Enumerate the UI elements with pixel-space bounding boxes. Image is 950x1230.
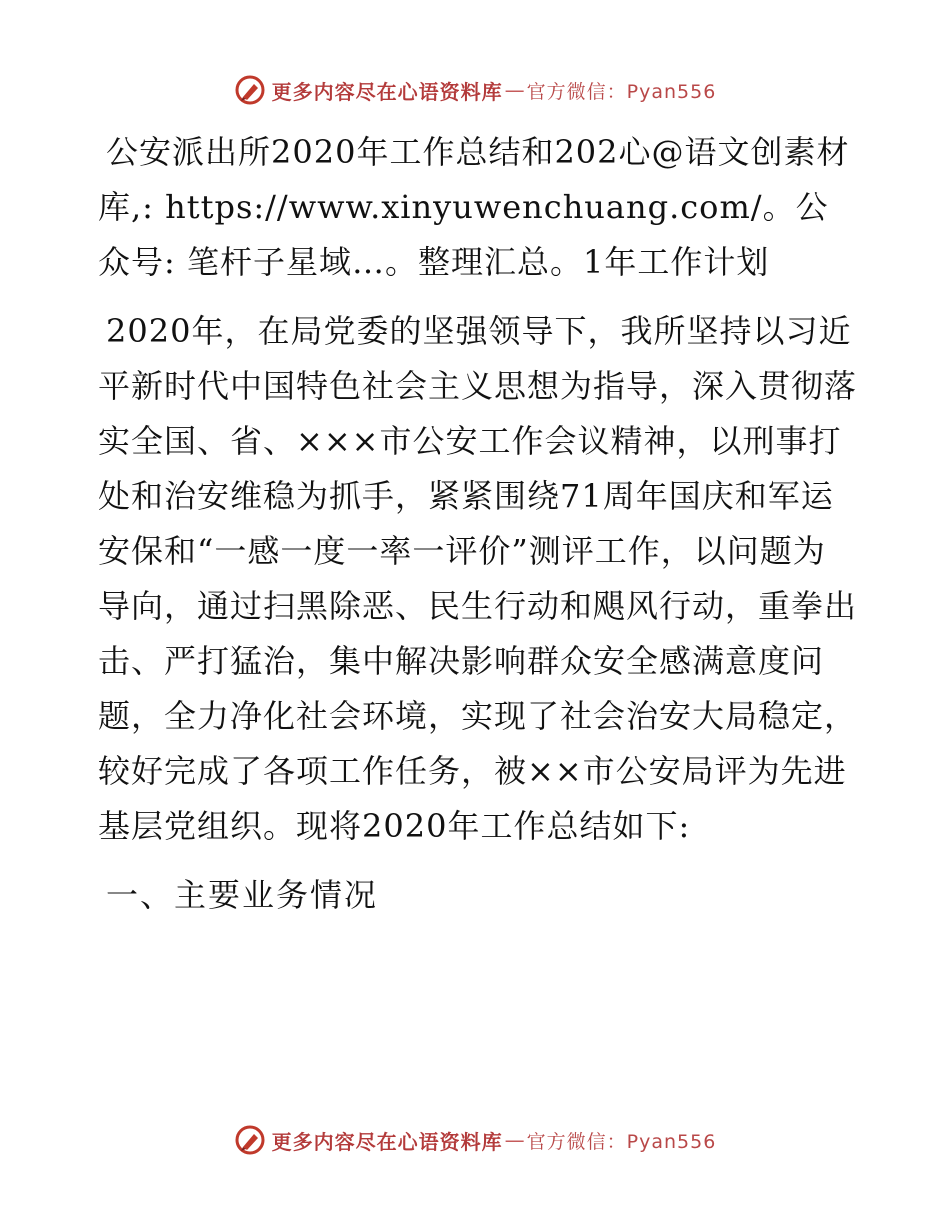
pen-logo-icon bbox=[234, 1124, 266, 1156]
summary-paragraph: 2020年，在局党委的坚强领导下，我所坚持以习近平新时代中国特色社会主义思想为指导，深入贯彻落实全国、省、×××市公安工作会议精神，以刑事打处和治安维稳为抓手，紧紧围绕71周年国庆和军运安保和“一感一度一率一评价”测评工作，以问题为导向，通过扫黑除恶、民生行动和飓风行动，重拳出击、严打猛治，集中解决影响群众安全感满意度问题，全力净化社会环境，实现了社会治安大局稳定，较好完成了各项工作任务，被××市公安局评为先进基层党组织。现将2020年工作总结如下: bbox=[98, 312, 858, 845]
banner-dash: — bbox=[504, 1128, 525, 1152]
header-watermark-banner bbox=[0, 70, 950, 110]
banner-wechat-text: 官方微信：Pyan556 bbox=[526, 80, 717, 103]
banner-wechat-text: 官方微信：Pyan556 bbox=[526, 1130, 717, 1153]
banner-dash: — bbox=[504, 78, 525, 102]
title-paragraph: 公安派出所2020年工作总结和202心@语文创素材库,: https://www.xinyuwenchuang.com/。公众号: 笔杆子星域…。整理汇总。1年工作计划 bbox=[98, 133, 850, 281]
footer-watermark-banner bbox=[0, 1120, 950, 1160]
pen-logo-icon bbox=[234, 74, 266, 106]
section-heading: 一、主要业务情况 bbox=[106, 876, 379, 914]
document-body bbox=[98, 125, 858, 923]
banner-main-text: 更多内容尽在心语资料库 bbox=[271, 1129, 503, 1154]
banner-main-text: 更多内容尽在心语资料库 bbox=[271, 79, 503, 104]
